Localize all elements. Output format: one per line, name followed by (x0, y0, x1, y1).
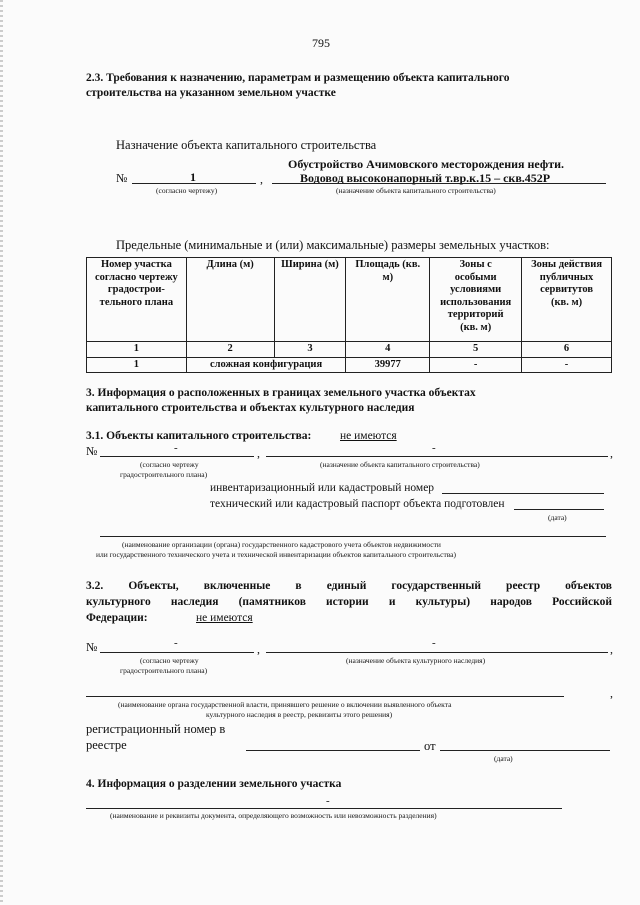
header-plot-number: Номер участка согласно чертежу градострои- тельного плана (87, 258, 187, 342)
section-3-title-line-1: 3. Информация о расположенных в границах земельного участка объектах (86, 387, 476, 399)
s32-purpose-dash: - (432, 637, 436, 649)
registration-label-line-1: регистрационный номер в (86, 722, 226, 736)
object-name-line-1: Обустройство Ачимовского месторождения нефти. (288, 157, 565, 171)
section-3-2-status: не имеются (196, 612, 253, 624)
inventory-number-line (442, 493, 604, 494)
cell-special-zones: - (430, 357, 522, 373)
s31-number-line (100, 456, 254, 457)
s31-number-comma: , (257, 446, 260, 460)
section-3-1-title: 3.1. Объекты капитального строительства: (86, 430, 312, 442)
col-number-3: 3 (274, 342, 346, 358)
passport-date-line (514, 509, 604, 510)
s32-number-dash: - (174, 637, 178, 649)
lots-table-data-row (87, 357, 612, 373)
cell-area: 39977 (346, 357, 430, 373)
s32-number-sign: № (86, 640, 98, 654)
page-number: 795 (312, 36, 330, 50)
header-length: Длина (м) (186, 258, 274, 342)
header-width: Ширина (м) (274, 258, 346, 342)
s31-organization-caption-line-1: (наименование организации (органа) государственного кадастрового учета объектов недвижимости (122, 540, 441, 549)
section-4-title: 4. Информация о разделении земельного участка (86, 778, 342, 790)
limits-label: Предельные (минимальные и (или) максимальные) размеры земельных участков: (116, 238, 550, 252)
s32-authority-line (86, 696, 564, 697)
header-special-zones: Зоны с особыми условиями использования территорий (кв. м) (430, 258, 522, 342)
section-3-2-title-line-2: культурного наследия (памятников истории и культуры) народов Российской (86, 596, 612, 608)
registration-from-label: от (424, 739, 436, 753)
registration-date-line (440, 750, 610, 751)
col-number-4: 4 (346, 342, 430, 358)
registration-number-line (246, 750, 420, 751)
s31-organization-line (100, 536, 606, 537)
s32-purpose-line (266, 652, 608, 653)
s32-number-comma: , (257, 642, 260, 656)
passport-label: технический или кадастровый паспорт объекта подготовлен (210, 498, 505, 510)
s32-number-caption-line-1: (согласно чертежу (140, 656, 199, 665)
plot-number-line (132, 183, 256, 184)
section-3-1-status: не имеются (340, 430, 397, 442)
col-number-5: 5 (430, 342, 522, 358)
s32-authority-comma: , (610, 686, 613, 700)
plot-number-value: 1 (190, 170, 196, 184)
cell-configuration: сложная конфигурация (186, 357, 346, 373)
object-name-caption: (назначение объекта капитального строительства) (336, 186, 496, 195)
col-number-6: 6 (522, 342, 612, 358)
s31-number-caption-line-1: (согласно чертежу (140, 460, 199, 469)
cell-plot-number: 1 (87, 357, 187, 373)
section-3-2-title-line-3: Федерации: (86, 612, 148, 624)
s31-organization-caption-line-2: или государственного технического учета и технической инвентаризации объектов капитального строительства) (96, 550, 457, 559)
inventory-number-label: инвентаризационный или кадастровый номер (210, 482, 435, 494)
s31-number-dash: - (174, 442, 178, 454)
s32-date-caption: (дата) (494, 754, 513, 763)
plot-number-sign: № (116, 171, 128, 185)
cell-servitudes: - (522, 357, 612, 373)
s31-date-caption: (дата) (548, 513, 567, 522)
s31-number-caption-line-2: градостроительного плана) (120, 470, 208, 479)
section-3-title-line-2: капитального строительства и объектах культурного наследия (86, 402, 415, 414)
s32-purpose-comma: , (610, 642, 613, 656)
col-number-1: 1 (87, 342, 187, 358)
object-name-line-2: Водовод высоконапорный т.вр.к.15 – скв.452Р (300, 171, 551, 185)
lots-table-header-row (87, 258, 612, 342)
plot-number-caption: (согласно чертежу) (156, 186, 218, 195)
s31-number-sign: № (86, 444, 98, 458)
object-name-line (272, 183, 606, 184)
s4-dash: - (326, 795, 330, 807)
s4-document-line (86, 808, 562, 809)
s31-purpose-caption: (назначение объекта капитального строительства) (320, 460, 480, 469)
section-3-2-title-line-1: 3.2. Объекты, включенные в единый государственный реестр объектов (86, 580, 612, 592)
s32-purpose-caption: (назначение объекта культурного наследия) (346, 656, 486, 665)
registration-label-line-2: реестре (86, 738, 127, 752)
header-servitudes: Зоны действия публичных сервитутов (кв. м) (522, 258, 612, 342)
s31-purpose-line (266, 456, 608, 457)
s32-authority-caption-line-1: (наименование органа государственной власти, принявшего решение о включении выявленного объекта (118, 700, 452, 709)
col-number-2: 2 (186, 342, 274, 358)
section-2-3-title-line-1: 2.3. Требования к назначению, параметрам и размещению объекта капитального (86, 72, 510, 84)
section-2-3-title-line-2: строительства на указанном земельном участке (86, 87, 336, 99)
s31-purpose-dash: - (432, 442, 436, 454)
header-area: Площадь (кв. м) (346, 258, 430, 342)
s32-authority-caption-line-2: культурного наследия в реестр, реквизиты этого решения) (206, 710, 393, 719)
s32-number-caption-line-2: градостроительного плана) (120, 666, 208, 675)
s32-number-line (100, 652, 254, 653)
s31-purpose-comma: , (610, 446, 613, 460)
scan-edge (0, 0, 3, 905)
plot-number-comma: , (260, 172, 263, 186)
s4-caption: (наименование и реквизиты документа, определяющего возможность или невозможность разделения) (110, 811, 437, 820)
lots-table (86, 257, 612, 373)
lots-table-number-row (87, 342, 612, 358)
purpose-label: Назначение объекта капитального строительства (116, 138, 377, 152)
